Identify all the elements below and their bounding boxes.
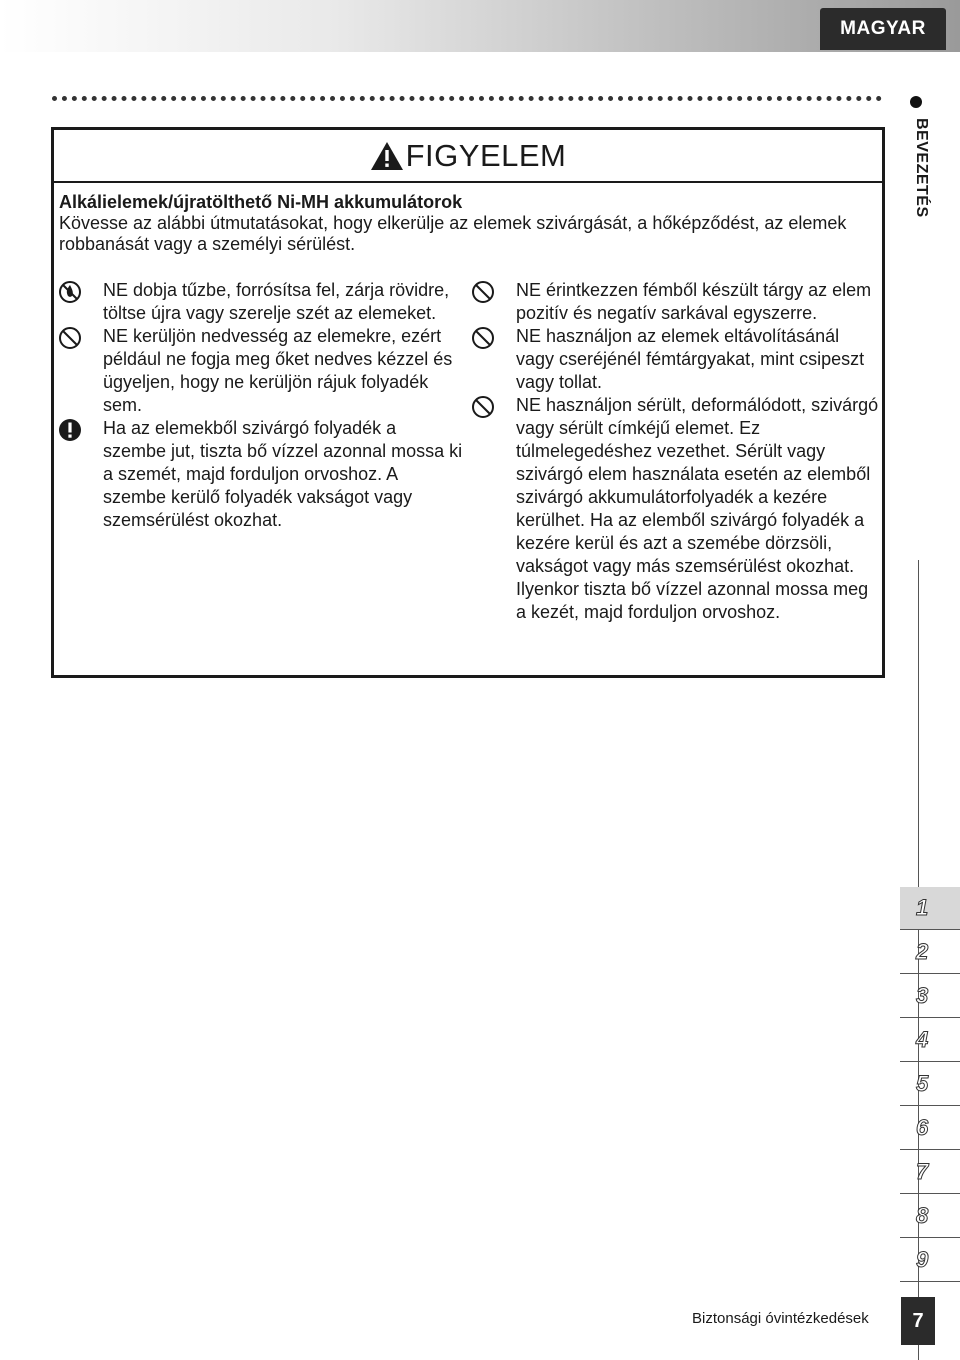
exclamation-icon xyxy=(58,418,82,442)
list-item xyxy=(467,279,879,325)
list-item xyxy=(467,394,879,624)
warning-box xyxy=(51,127,885,678)
list-item-text: NE kerüljön nedvesség az elemekre, ezért például ne fogja meg őket nedves kézzel és ügyeljen, hogy ne kerüljön rájuk folyadék sem. xyxy=(103,326,453,415)
chapter-tab-6[interactable]: 6 xyxy=(900,1107,960,1150)
list-item xyxy=(54,325,464,417)
header-bar xyxy=(0,0,960,52)
chapter-tab-8[interactable]: 8 xyxy=(900,1195,960,1238)
chapter-tab-9[interactable]: 9 xyxy=(900,1239,960,1282)
warning-header xyxy=(54,130,882,183)
chapter-tab-7[interactable]: 7 xyxy=(900,1151,960,1194)
prohibited-icon xyxy=(471,280,495,304)
chapter-tab-2[interactable]: 2 xyxy=(900,931,960,974)
chapter-tab-5[interactable]: 5 xyxy=(900,1063,960,1106)
warning-triangle-icon xyxy=(370,141,404,171)
prohibited-icon xyxy=(471,395,495,419)
dotted-rule xyxy=(52,96,882,101)
list-item-text: NE használjon az elemek eltávolításánál vagy cseréjénél fémtárgyakat, mint csipeszt vagy tollat. xyxy=(516,326,865,392)
prohibited-icon xyxy=(58,326,82,350)
chapter-tabs xyxy=(900,887,960,1283)
warning-intro xyxy=(59,192,877,255)
warning-title: FIGYELEM xyxy=(405,137,567,173)
prohibited-icon xyxy=(471,326,495,350)
list-item xyxy=(54,279,464,325)
section-label: BEVEZETÉS xyxy=(913,118,930,218)
section-bullet-icon xyxy=(910,96,922,108)
list-item-text: NE dobja tűzbe, forrósítsa fel, zárja rövidre, töltse újra vagy szerelje szét az elemeket. xyxy=(103,280,450,323)
list-item-text: NE érintkezzen fémből készült tárgy az elem pozitív és negatív sarkával egyszerre. xyxy=(516,280,872,323)
warning-subtitle: Alkálielemek/újratölthető Ni-MH akkumulátorok xyxy=(59,192,463,212)
list-item-text: NE használjon sérült, deformálódott, szivárgó vagy sérült címkéjű elemet. Ez túlmelegedéshez vezethet. Sérült vagy szivárgó elem használata esetén az elemből szivárgó akkumulátorfolyadék a kezére kerülhet. Ha az elemből szivárgó folyadék a kezére kerül és azt a szemébe dörzsöli, vakságot vagy más szemsérülést okozhat. Ilyenkor tiszta bő vízzel azonnal mossa meg a kezét, majd forduljon orvoshoz. xyxy=(516,395,879,622)
language-tab: MAGYAR xyxy=(820,8,946,50)
list-item-text: Ha az elemekből szivárgó folyadék a szembe jut, tiszta bő vízzel azonnal mossa ki a szemét, majd forduljon orvoshoz. A szembe kerülő folyadék vakságot vagy szemsérülést okozhat. xyxy=(103,418,463,530)
list-item xyxy=(467,325,879,394)
footer-title: Biztonsági óvintézkedések xyxy=(692,1310,869,1327)
right-column xyxy=(467,279,879,624)
page-number: 7 xyxy=(901,1297,935,1345)
chapter-tab-3[interactable]: 3 xyxy=(900,975,960,1018)
no-fire-icon xyxy=(58,280,82,304)
warning-intro-text: Kövesse az alábbi útmutatásokat, hogy elkerülje az elemek szivárgását, a hőképződést, az elemek robbanását vagy a személyi sérülést. xyxy=(59,213,847,254)
chapter-tab-1[interactable]: 1 xyxy=(900,887,960,930)
chapter-tab-4[interactable]: 4 xyxy=(900,1019,960,1062)
list-item xyxy=(54,417,464,532)
left-column xyxy=(54,279,464,532)
